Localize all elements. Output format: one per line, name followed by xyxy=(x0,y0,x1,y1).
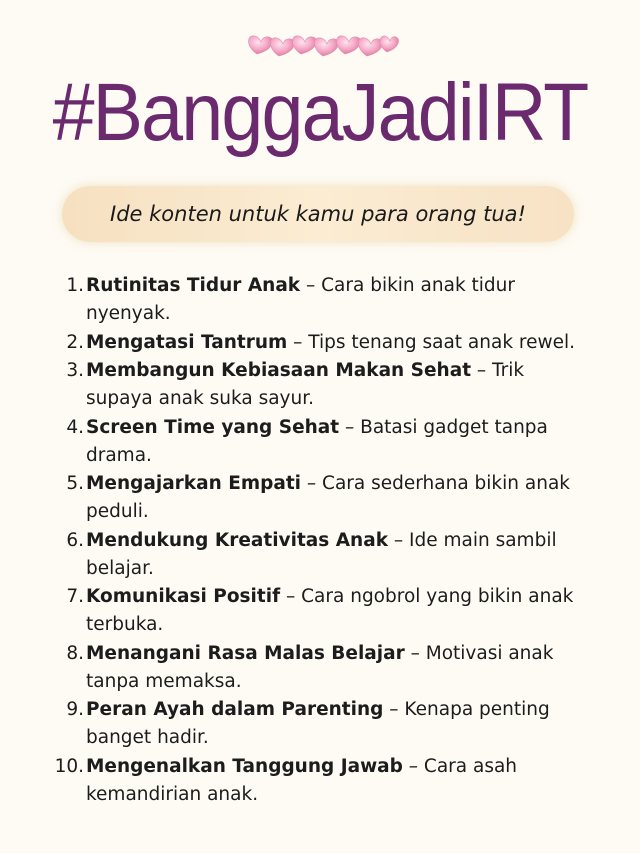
item-description: – Tips tenang saat anak rewel. xyxy=(287,331,576,353)
item-number: 4. xyxy=(66,416,84,438)
item-number: 1. xyxy=(66,275,84,296)
item-description: – Cara ngobrol yang bikin anak terbuka. xyxy=(86,586,574,635)
item-description: – Cara bikin anak tidur nyenyak. xyxy=(86,275,516,324)
item-description: – Cara asah kemandirian anak. xyxy=(86,755,518,805)
list-item xyxy=(52,640,592,696)
item-number: 7. xyxy=(66,586,84,607)
list-item xyxy=(52,753,592,809)
list-item xyxy=(52,470,592,526)
item-title: Mengenalkan Tanggung Jawab xyxy=(86,755,403,777)
item-description: – Cara sederhana bikin anak peduli. xyxy=(86,473,571,522)
page-title: #BanggaJadiIRT xyxy=(52,67,588,158)
list-item xyxy=(52,696,592,752)
item-title: Komunikasi Positif xyxy=(86,586,281,607)
item-title: Mengajarkan Empati xyxy=(86,473,302,494)
item-description: – Motivasi anak tanpa memaksa. xyxy=(86,642,554,692)
list-item xyxy=(52,583,592,639)
list-item xyxy=(52,329,592,357)
list-item xyxy=(52,527,592,583)
item-number: 2. xyxy=(66,331,84,353)
item-title: Screen Time yang Sehat xyxy=(86,416,340,438)
item-description: – Batasi gadget tanpa drama. xyxy=(86,416,548,466)
item-title: Mengatasi Tantrum xyxy=(86,331,288,353)
subtitle-banner xyxy=(62,186,574,242)
item-title: Menangani Rasa Malas Belajar xyxy=(86,642,405,664)
item-number: 9. xyxy=(66,699,84,720)
item-number: 5. xyxy=(66,473,84,494)
item-title: Peran Ayah dalam Parenting xyxy=(86,699,384,720)
item-title: Mendukung Kreativitas Anak xyxy=(86,529,388,551)
list-item xyxy=(52,414,592,470)
item-title: Membangun Kebiasaan Makan Sehat xyxy=(86,360,472,381)
list-item xyxy=(52,272,592,328)
item-description: – Kenapa penting banget hadir. xyxy=(86,699,550,748)
subtitle-text: Ide konten untuk kamu para orang tua! xyxy=(110,202,526,226)
item-description: – Trik supaya anak suka sayur. xyxy=(86,360,525,409)
item-number: 3. xyxy=(66,360,84,381)
tips-list xyxy=(52,272,592,809)
item-title: Rutinitas Tidur Anak xyxy=(86,275,301,296)
item-number: 6. xyxy=(66,529,84,551)
item-description: – Ide main sambil belajar. xyxy=(86,529,557,579)
item-number: 8. xyxy=(66,642,84,664)
item-number: 10. xyxy=(54,755,84,777)
list-item xyxy=(52,357,592,413)
